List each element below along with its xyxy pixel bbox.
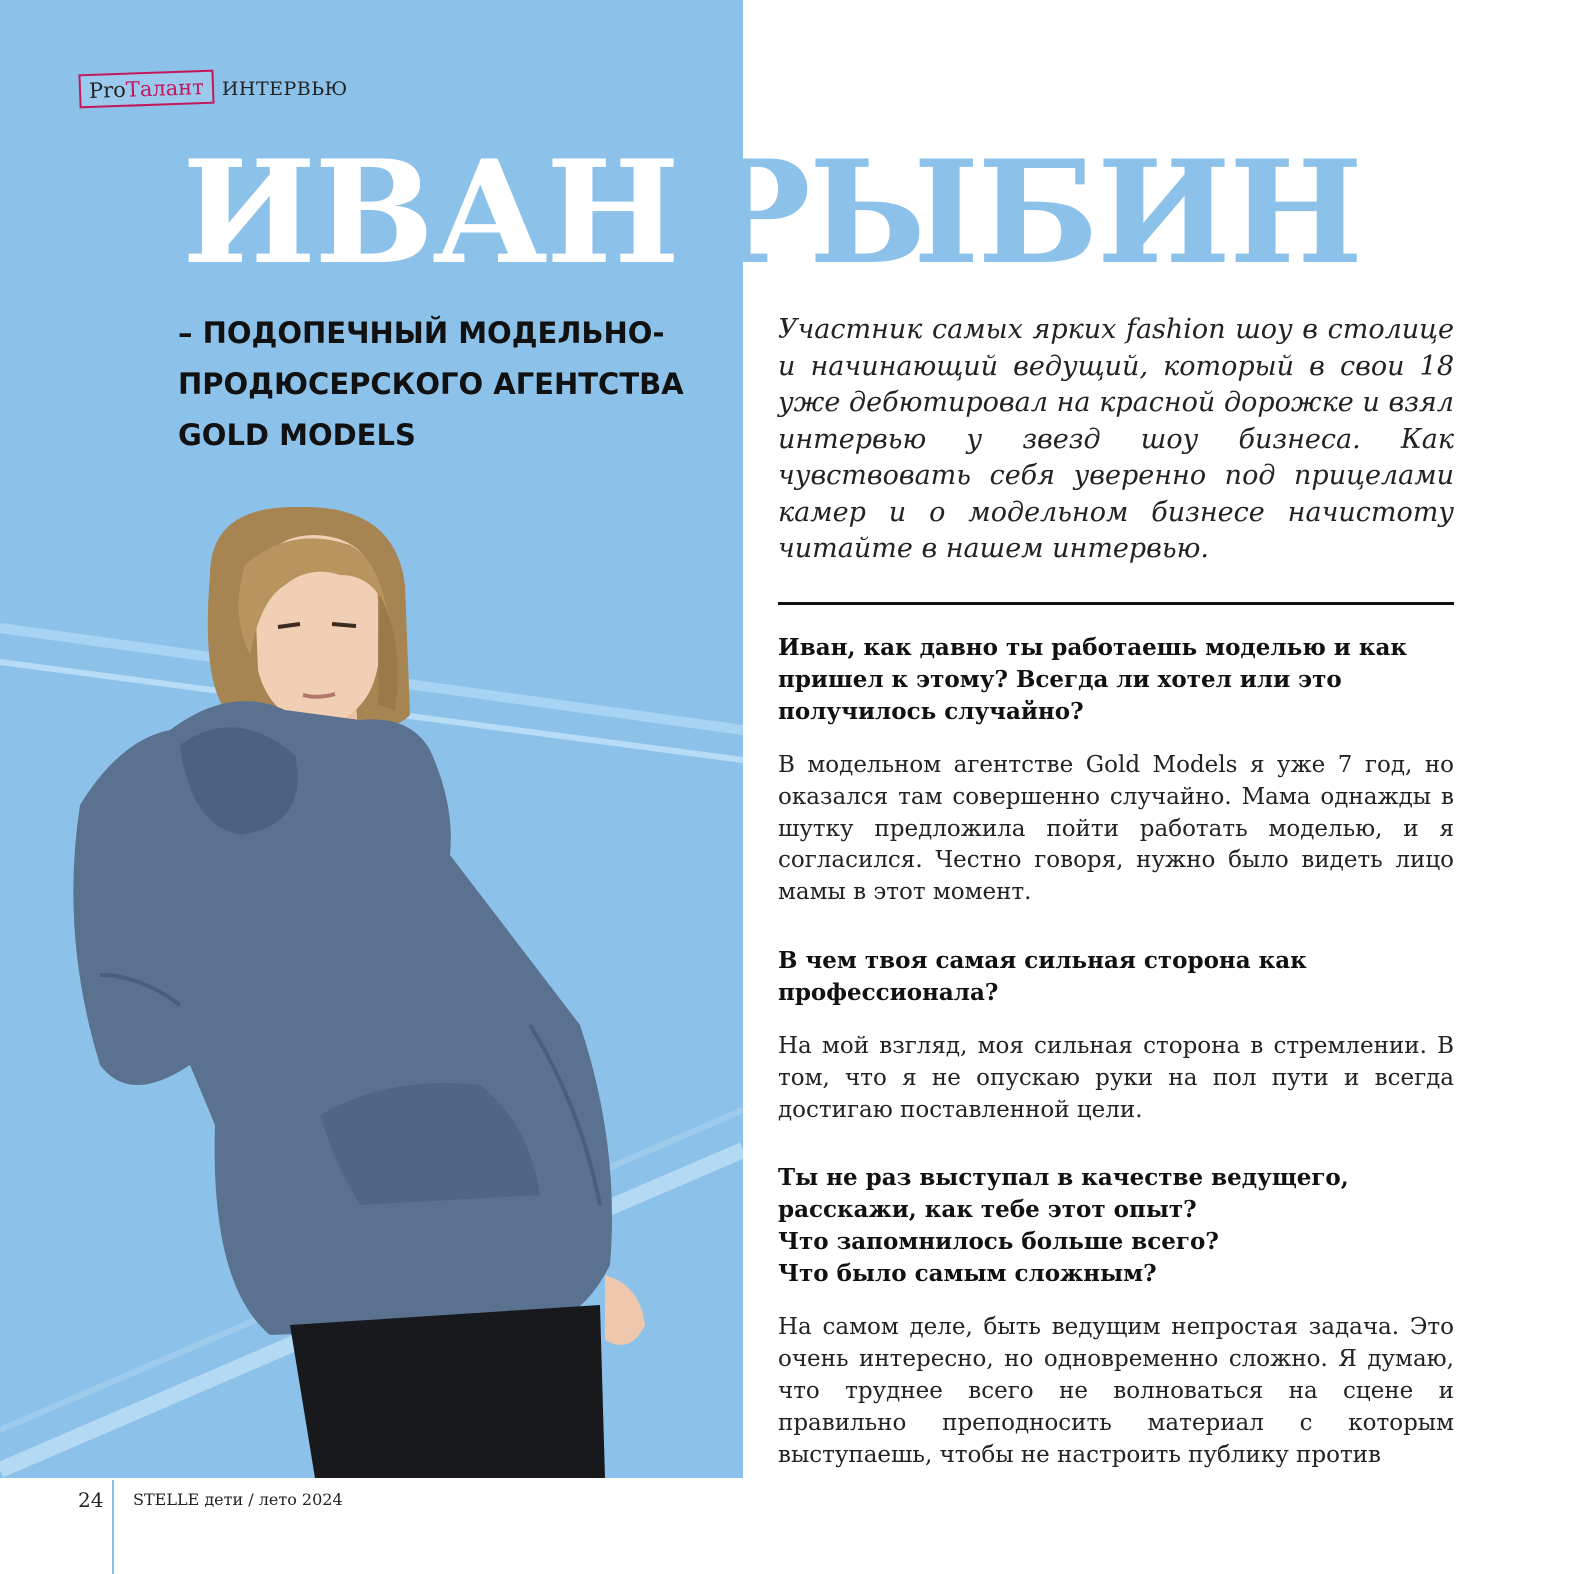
page-title: [182, 130, 1362, 296]
brand-logo: ProТалант: [78, 70, 214, 109]
answer: На самом деле, быть ведущим непростая задача. Это очень интересно, но одновременно сложно. Я думаю, что труднее всего не волноваться на сцене и правильно преподносить материал с которым выступаешь, чтобы не настроить публику против: [778, 1314, 1454, 1468]
question: Иван, как давно ты работаешь моделью и как пришел к этому? Всегда ли хотел или это получилось случайно?: [778, 634, 1407, 725]
publication-info: STELLE дети / лето 2024: [133, 1490, 343, 1509]
title-first-name: ИВАН: [182, 130, 679, 296]
answer: В модельном агентстве Gold Models я уже 7 год, но оказался там совершенно случайно. Мама однажды в шутку предложила пойти работать моделью, и я согласился. Честно говоря, нужно было видеть лицо мамы в этот момент.: [778, 752, 1454, 906]
answer: На мой взгляд, моя сильная сторона в стремлении. В том, что я не опускаю руки на пол пути и всегда достигаю поставленной цели.: [778, 1032, 1454, 1123]
section-label: ИНТЕРВЬЮ: [221, 78, 348, 100]
title-last-name: РЫБИН: [704, 130, 1362, 296]
footer-rule: [112, 1480, 114, 1574]
divider: [778, 602, 1454, 605]
subtitle: – ПОДОПЕЧНЫЙ МОДЕЛЬНО-ПРОДЮСЕРСКОГО АГЕНТСТВА GOLD MODELS: [178, 316, 684, 452]
lead-paragraph: Участник самых ярких fashion шоу в столице и начинающий ведущий, который в свои 18 уже дебютировал на красной дорожке и взял интервью у звезд шоу бизнеса. Как чувствовать себя уверенно под прицелами камер и о модельном бизнесе начистоту читайте в нашем интервью.: [778, 314, 1454, 564]
page-number: 24: [78, 1488, 104, 1512]
footer: [78, 1488, 114, 1512]
section-tag: [79, 68, 348, 110]
interview-body: [778, 632, 1454, 1507]
portrait-photo: [60, 505, 660, 1478]
question: Ты не раз выступал в качестве ведущего, расскажи, как тебе этот опыт? Что запомнилось больше всего? Что было самым сложным?: [778, 1164, 1349, 1288]
question: В чем твоя самая сильная сторона как профессионала?: [778, 946, 1307, 1006]
